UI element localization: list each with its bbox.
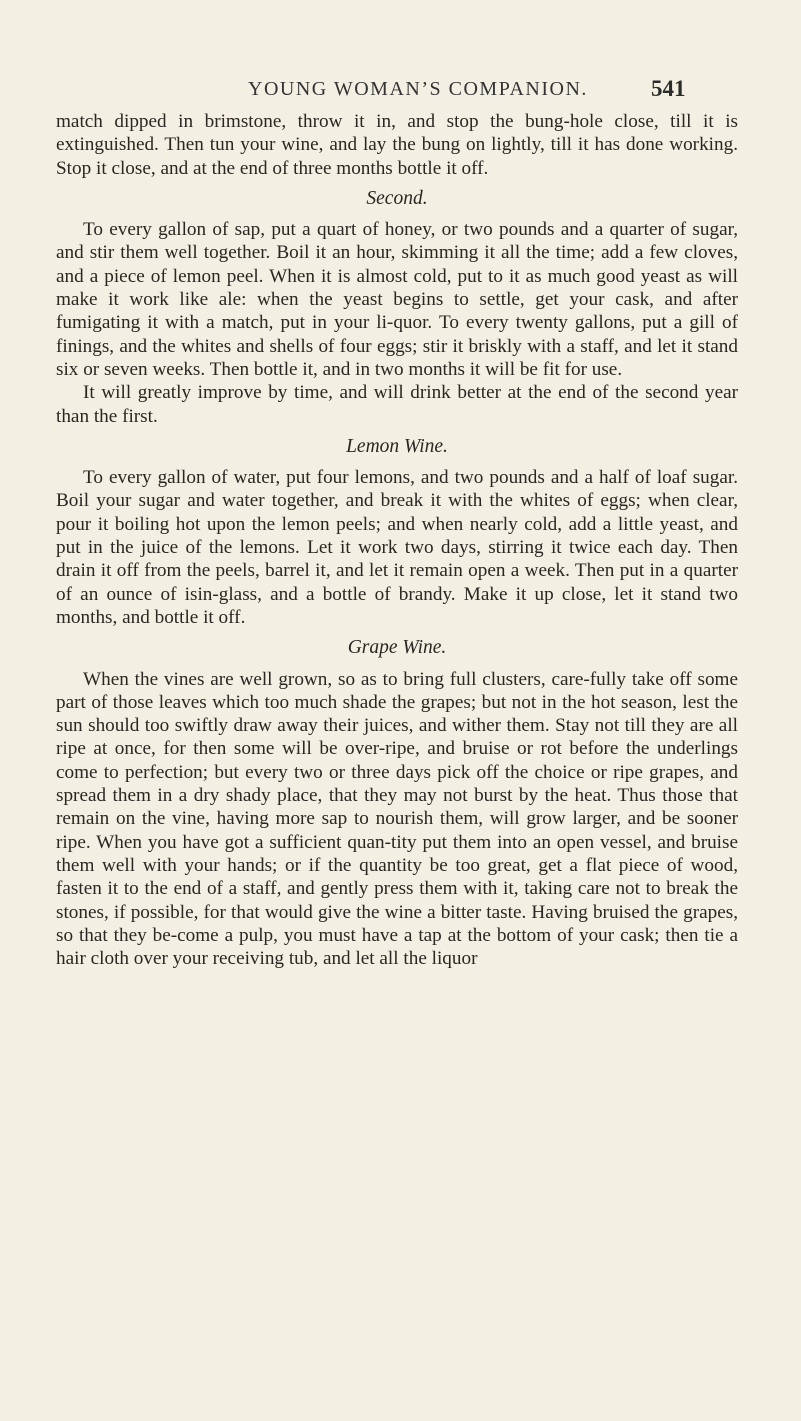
section-heading-lemon-wine: Lemon Wine. <box>346 435 448 457</box>
paragraph-lemon-wine: To every gallon of water, put four lemons, and two pounds and a half of loaf sugar. Boil your sugar and water together, and break it with the whites of eggs; when clear, pour it boiling hot upon the lemon peels; and when nearly cold, add a little yeast, and put in the juice of the lemons. Let it work two days, stirring it twice each day. Then drain it off from the peels, barrel it, and let it remain open a week. Then put in a quarter of an ounce of isin-glass, and a bottle of brandy. Make it up close, let it stand two months, and bottle it off. <box>56 467 738 628</box>
running-title: YOUNG WOMAN’S COMPANION. <box>248 78 588 100</box>
section-heading-second: Second. <box>366 187 428 209</box>
running-head <box>0 78 801 108</box>
paragraph-grape-wine: When the vines are well grown, so as to bring full clusters, care-fully take off some part of those leaves which too much shade the grapes; but not in the hot season, lest the sun should too swiftly draw away their juices, and wither them. Stay not till they are all ripe at once, for then some will be over-ripe, and bruise or rot before the underlings come to perfection; but every two or three days pick off the choice or ripe grapes, and spread them in a dry shady place, that they may not burst by the heat. Thus those that remain on the vine, having more sap to nourish them, will grow larger, and be sooner ripe. When you have got a sufficient quan-tity put them into an open vessel, and bruise them well with your hands; or if the quantity be too great, get a flat piece of wood, fasten it to the end of a staff, and gently press them with it, taking care not to break the stones, if possible, for that would give the wine a bitter taste. Having bruised the grapes, so that they be-come a pulp, you must have a tap at the bottom of your cask; then tie a hair cloth over your receiving tub, and let all the liquor <box>56 668 738 970</box>
page-content <box>56 110 738 970</box>
paragraph-continued: match dipped in brimstone, throw it in, and stop the bung-hole close, till it is extinguished. Then tun your wine, and lay the bung on lightly, till it has done working. Stop it close, and at the end of three months bottle it off. <box>56 111 738 179</box>
paragraph-second-note: It will greatly improve by time, and will drink better at the end of the second year than the first. <box>56 382 738 427</box>
section-heading-grape-wine: Grape Wine. <box>347 637 447 659</box>
paragraph-second-recipe: To every gallon of sap, put a quart of honey, or two pounds and a quarter of sugar, and stir them well together. Boil it an hour, skimming it all the time; add a few cloves, and a piece of lemon peel. When it is almost cold, put to it as much good yeast as will make it work like ale: when the yeast begins to settle, get your cask, and after fumigating it with a match, put in your li-quor. To every twenty gallons, put a gill of finings, and the whites and shells of four eggs; stir it briskly with a staff, and let it stand six or seven weeks. Then bottle it, and in two months it will be fit for use. <box>56 219 738 380</box>
page-number: 541 <box>651 76 686 101</box>
